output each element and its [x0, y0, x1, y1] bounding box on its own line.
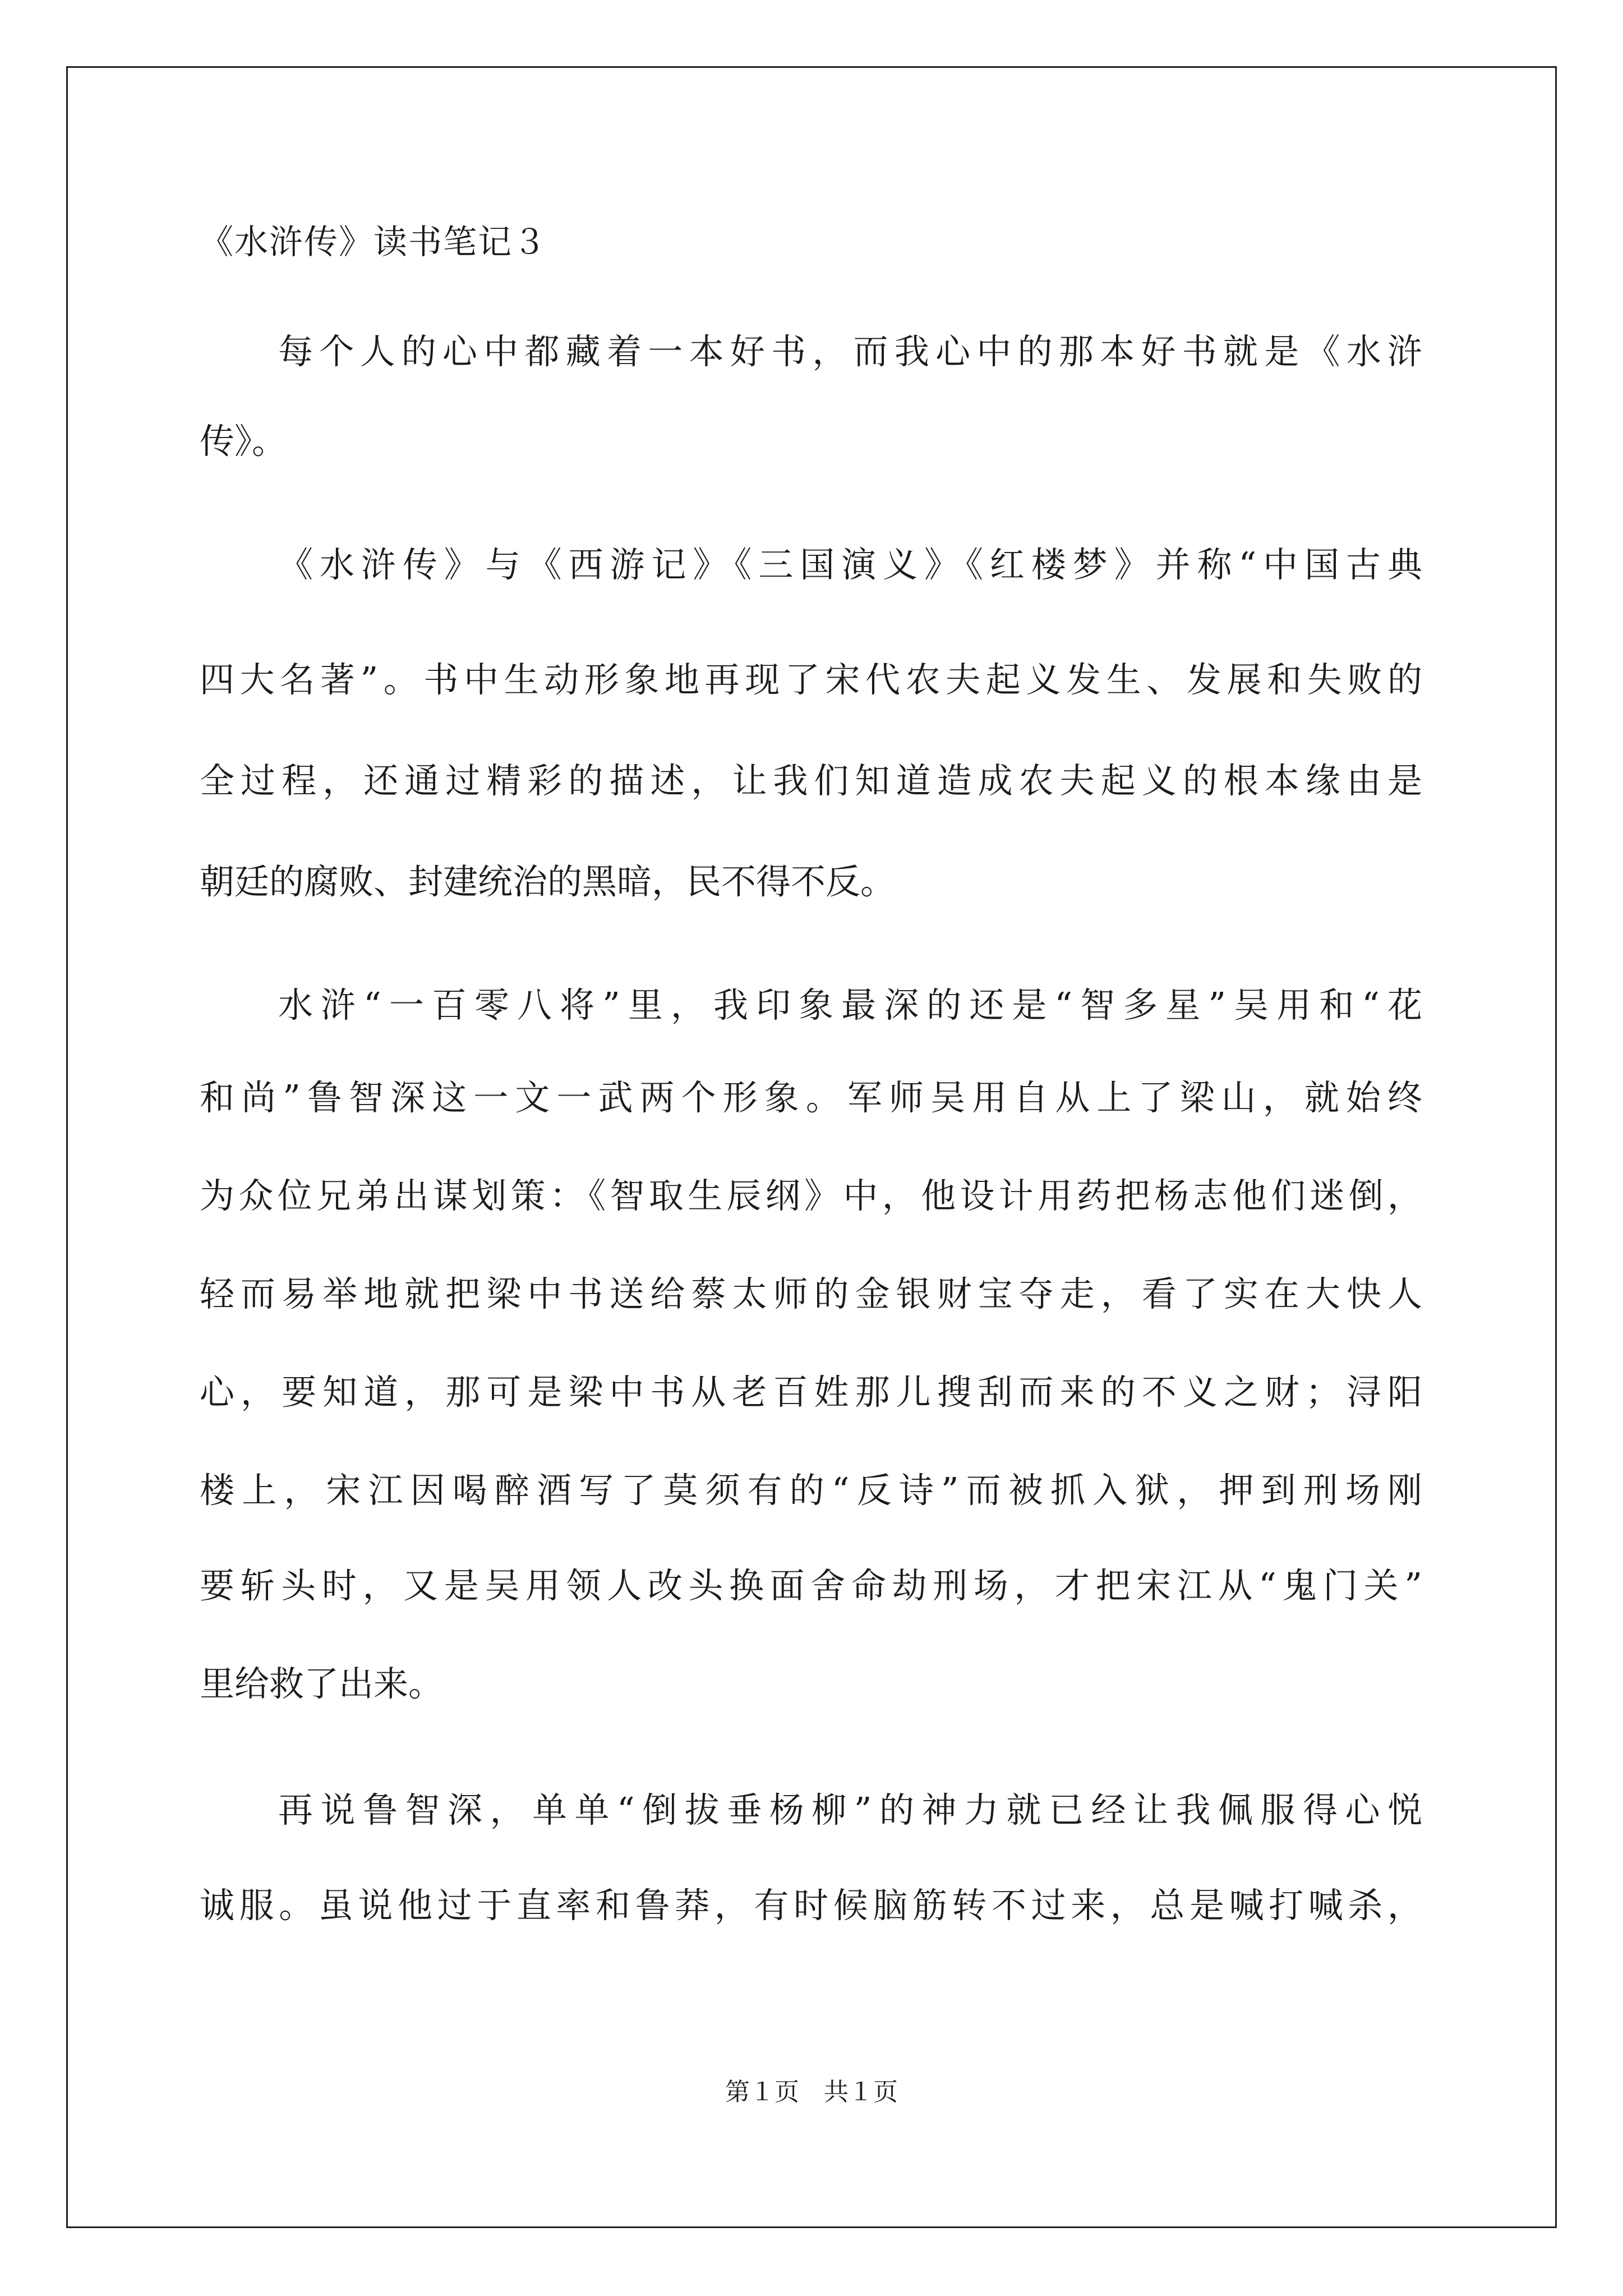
- paragraph-line: 要斩头时，又是吴用领人改头换面舍命劫刑场，才把宋江从“鬼门关”: [200, 1565, 1422, 1606]
- paragraph-line: 全过程，还通过精彩的描述，让我们知道造成农夫起义的根本缘由是: [200, 760, 1422, 801]
- paragraph-line: 再说鲁智深，单单“倒拔垂杨柳”的神力就已经让我佩服得心悦: [278, 1789, 1422, 1830]
- paragraph-line: 传》。: [200, 421, 287, 462]
- paragraph-line: 楼上，宋江因喝醉酒写了莫须有的“反诗”而被抓入狱，押到刑场刚: [200, 1470, 1422, 1511]
- paragraph-line: 里给救了出来。: [200, 1663, 444, 1704]
- paragraph-line: 朝廷的腐败、封建统治的黑暗，民不得不反。: [200, 861, 896, 902]
- paragraph-line: 《水浒传》与《西游记》《三国演义》《红楼梦》并称“中国古典: [278, 544, 1422, 585]
- paragraph-line: 轻而易举地就把梁中书送给蔡太师的金银财宝夺走，看了实在大快人: [200, 1273, 1422, 1314]
- paragraph-line: 四大名著”。书中生动形象地再现了宋代农夫起义发生、发展和失败的: [200, 659, 1422, 700]
- paragraph-line: 为众位兄弟出谋划策：《智取生辰纲》中，他设计用药把杨志他们迷倒，: [200, 1175, 1422, 1216]
- document-title: 《水浒传》读书笔记３: [200, 223, 547, 262]
- paragraph-line: 心，要知道，那可是梁中书从老百姓那儿搜刮而来的不义之财；浔阳: [200, 1372, 1422, 1412]
- page-number-footer: 第１页 共１页: [725, 2078, 898, 2106]
- paragraph-line: 水浒“一百零八将”里，我印象最深的还是“智多星”吴用和“花: [278, 984, 1422, 1025]
- paragraph-line: 诚服。虽说他过于直率和鲁莽，有时候脑筋转不过来，总是喊打喊杀，: [200, 1885, 1422, 1926]
- paragraph-line: 每个人的心中都藏着一本好书，而我心中的那本好书就是《水浒: [278, 331, 1422, 372]
- paragraph-line: 和尚”鲁智深这一文一武两个形象。军师吴用自从上了梁山，就始终: [200, 1077, 1422, 1118]
